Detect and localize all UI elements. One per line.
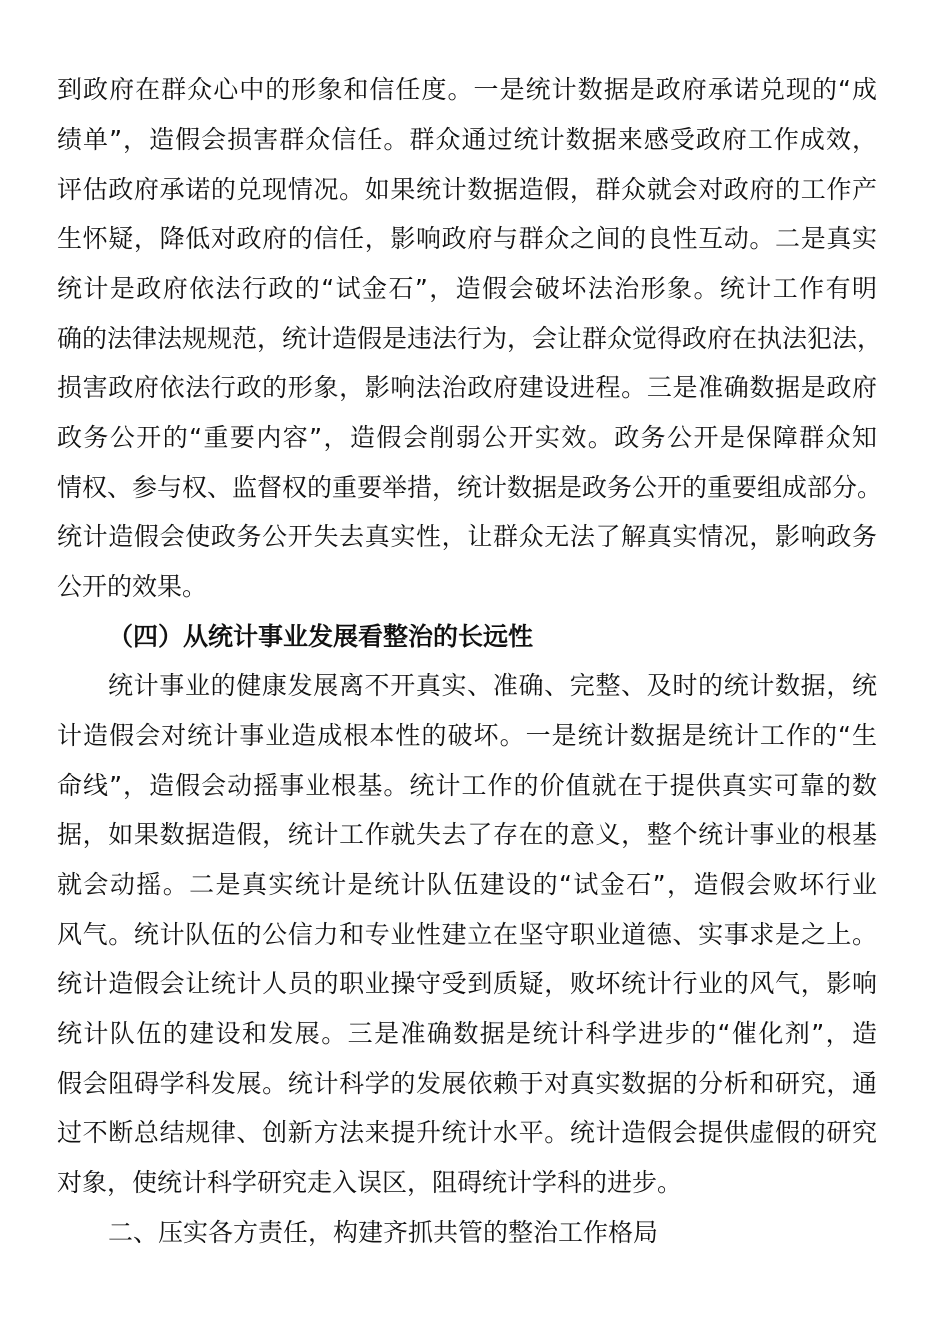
paragraph-line: 统计事业的健康发展离不开真实、准确、完整、及时的统计数据，统 <box>108 671 877 700</box>
paragraph-line: 假会阻碍学科发展。统计科学的发展依赖于对真实数据的分析和研究，通 <box>57 1069 877 1098</box>
section-heading: （四）从统计事业发展看整治的长远性 <box>108 622 534 651</box>
paragraph-line: 政务公开的“重要内容”，造假会削弱公开实效。政务公开是保障群众知 <box>57 423 877 452</box>
paragraph-line: 就会动摇。二是真实统计是统计队伍建设的“试金石”，造假会败坏行业 <box>57 870 877 899</box>
paragraph-line: 据，如果数据造假，统计工作就失去了存在的意义，整个统计事业的根基 <box>57 820 877 849</box>
chapter-heading: 二、压实各方责任，构建齐抓共管的整治工作格局 <box>108 1218 659 1247</box>
paragraph-line: 公开的效果。 <box>57 572 208 601</box>
paragraph-line: 评估政府承诺的兑现情况。如果统计数据造假，群众就会对政府的工作产 <box>57 175 877 204</box>
paragraph-line: 统计造假会使政务公开失去真实性，让群众无法了解真实情况，影响政务 <box>57 522 877 551</box>
paragraph-line: 统计造假会让统计人员的职业操守受到质疑，败坏统计行业的风气，影响 <box>57 969 877 998</box>
paragraph-line: 过不断总结规律、创新方法来提升统计水平。统计造假会提供虚假的研究 <box>57 1118 877 1147</box>
paragraph-line: 统计是政府依法行政的“试金石”，造假会破坏法治形象。统计工作有明 <box>57 274 877 303</box>
paragraph-line: 对象，使统计科学研究走入误区，阻碍统计学科的进步。 <box>57 1168 683 1197</box>
paragraph-line: 统计队伍的建设和发展。三是准确数据是统计科学进步的“催化剂”，造 <box>57 1019 877 1048</box>
paragraph-line: 风气。统计队伍的公信力和专业性建立在坚守职业道德、实事求是之上。 <box>57 920 877 949</box>
paragraph-line: 绩单”，造假会损害群众信任。群众通过统计数据来感受政府工作成效， <box>57 125 877 154</box>
paragraph-line: 计造假会对统计事业造成根本性的破坏。一是统计数据是统计工作的“生 <box>57 721 877 750</box>
paragraph-line: 确的法律法规规范，统计造假是违法行为，会让群众觉得政府在执法犯法， <box>57 324 883 353</box>
paragraph-line: 命线”，造假会动摇事业根基。统计工作的价值就在于提供真实可靠的数 <box>57 771 877 800</box>
paragraph-line: 生怀疑，降低对政府的信任，影响政府与群众之间的良性互动。二是真实 <box>57 224 877 253</box>
paragraph-line: 损害政府依法行政的形象，影响法治政府建设进程。三是准确数据是政府 <box>57 373 877 402</box>
paragraph-line: 到政府在群众心中的形象和信任度。一是统计数据是政府承诺兑现的“成 <box>57 75 877 104</box>
paragraph-line: 情权、参与权、监督权的重要举措，统计数据是政务公开的重要组成部分。 <box>57 473 883 502</box>
